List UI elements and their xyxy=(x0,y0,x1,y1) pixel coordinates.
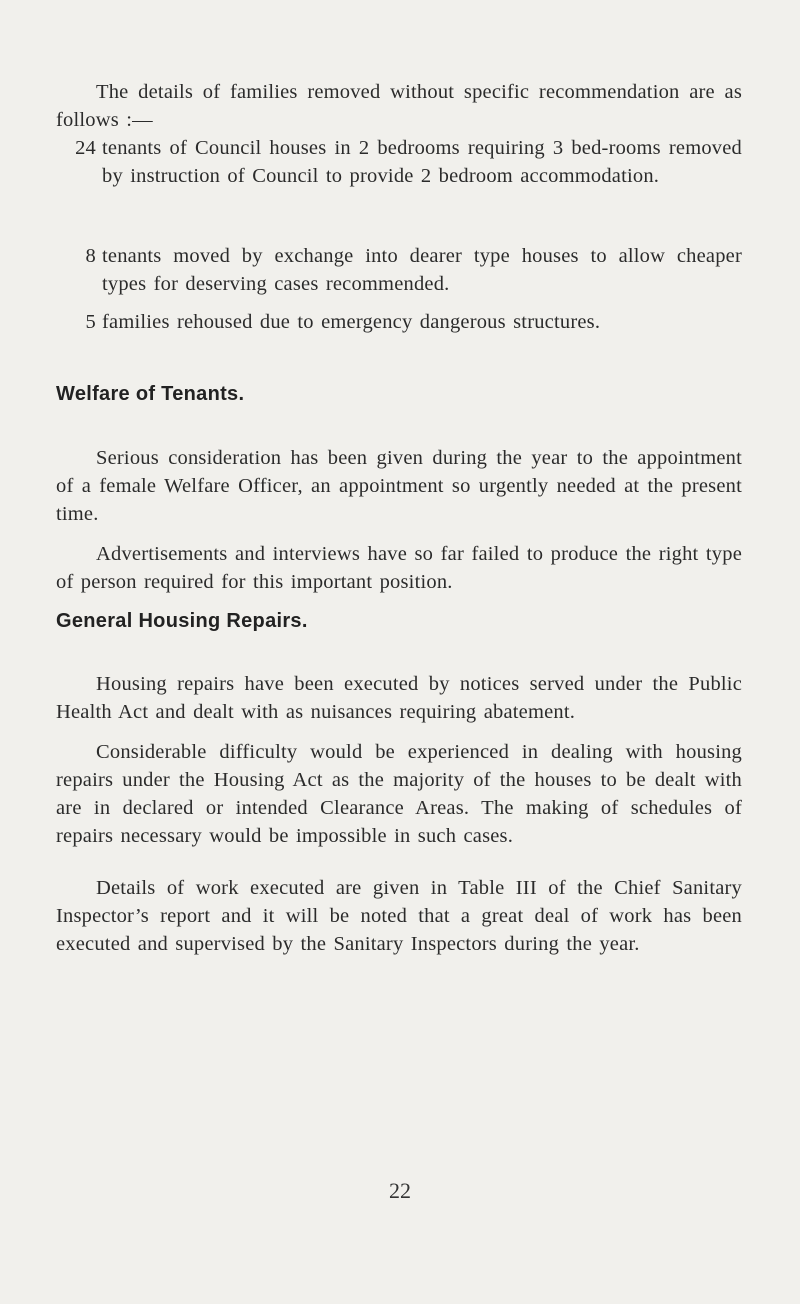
item-text: tenants of Council houses in 2 bedrooms requiring 3 bed-rooms removed by instruction of Council to provide 2 bedroom accommodation. xyxy=(102,137,742,187)
item-text: tenants moved by exchange into dearer type houses to allow cheaper types for deserving cases recommended. xyxy=(102,245,742,295)
intro-paragraph: The details of families removed without specific recommendation are as follows :— xyxy=(56,81,742,131)
paragraph: Details of work executed are given in Table III of the Chief Sanitary Inspector’s report and it will be noted that a great deal of work has been executed and supervised by the Sanitary Inspectors during the year. xyxy=(56,877,742,955)
paragraph: Considerable difficulty would be experienced in dealing with housing repairs under the Housing Act as the majority of the houses to be dealt with are in declared or intended Clearance Areas. The making of schedules of repairs necessary would be impossible in such cases. xyxy=(56,741,742,847)
page-number: 22 xyxy=(389,1178,411,1203)
paragraph: Serious consideration has been given during the year to the appointment of a female Welfare Officer, an appointment so urgently needed at the present time. xyxy=(56,447,742,525)
section-heading-welfare: Welfare of Tenants. xyxy=(56,383,245,405)
list-item xyxy=(56,134,742,190)
list-item xyxy=(56,242,742,298)
item-number: 5 xyxy=(85,311,96,333)
paragraph: Advertisements and interviews have so far failed to produce the right type of person required for this important position. xyxy=(56,543,742,593)
item-number: 8 xyxy=(85,245,96,267)
item-number: 24 xyxy=(75,137,96,159)
section-heading-repairs: General Housing Repairs. xyxy=(56,610,308,632)
paragraph: Housing repairs have been executed by notices served under the Public Health Act and dealt with as nuisances requiring abatement. xyxy=(56,673,742,723)
item-text: families rehoused due to emergency dangerous structures. xyxy=(102,311,601,333)
list-item xyxy=(56,308,742,336)
